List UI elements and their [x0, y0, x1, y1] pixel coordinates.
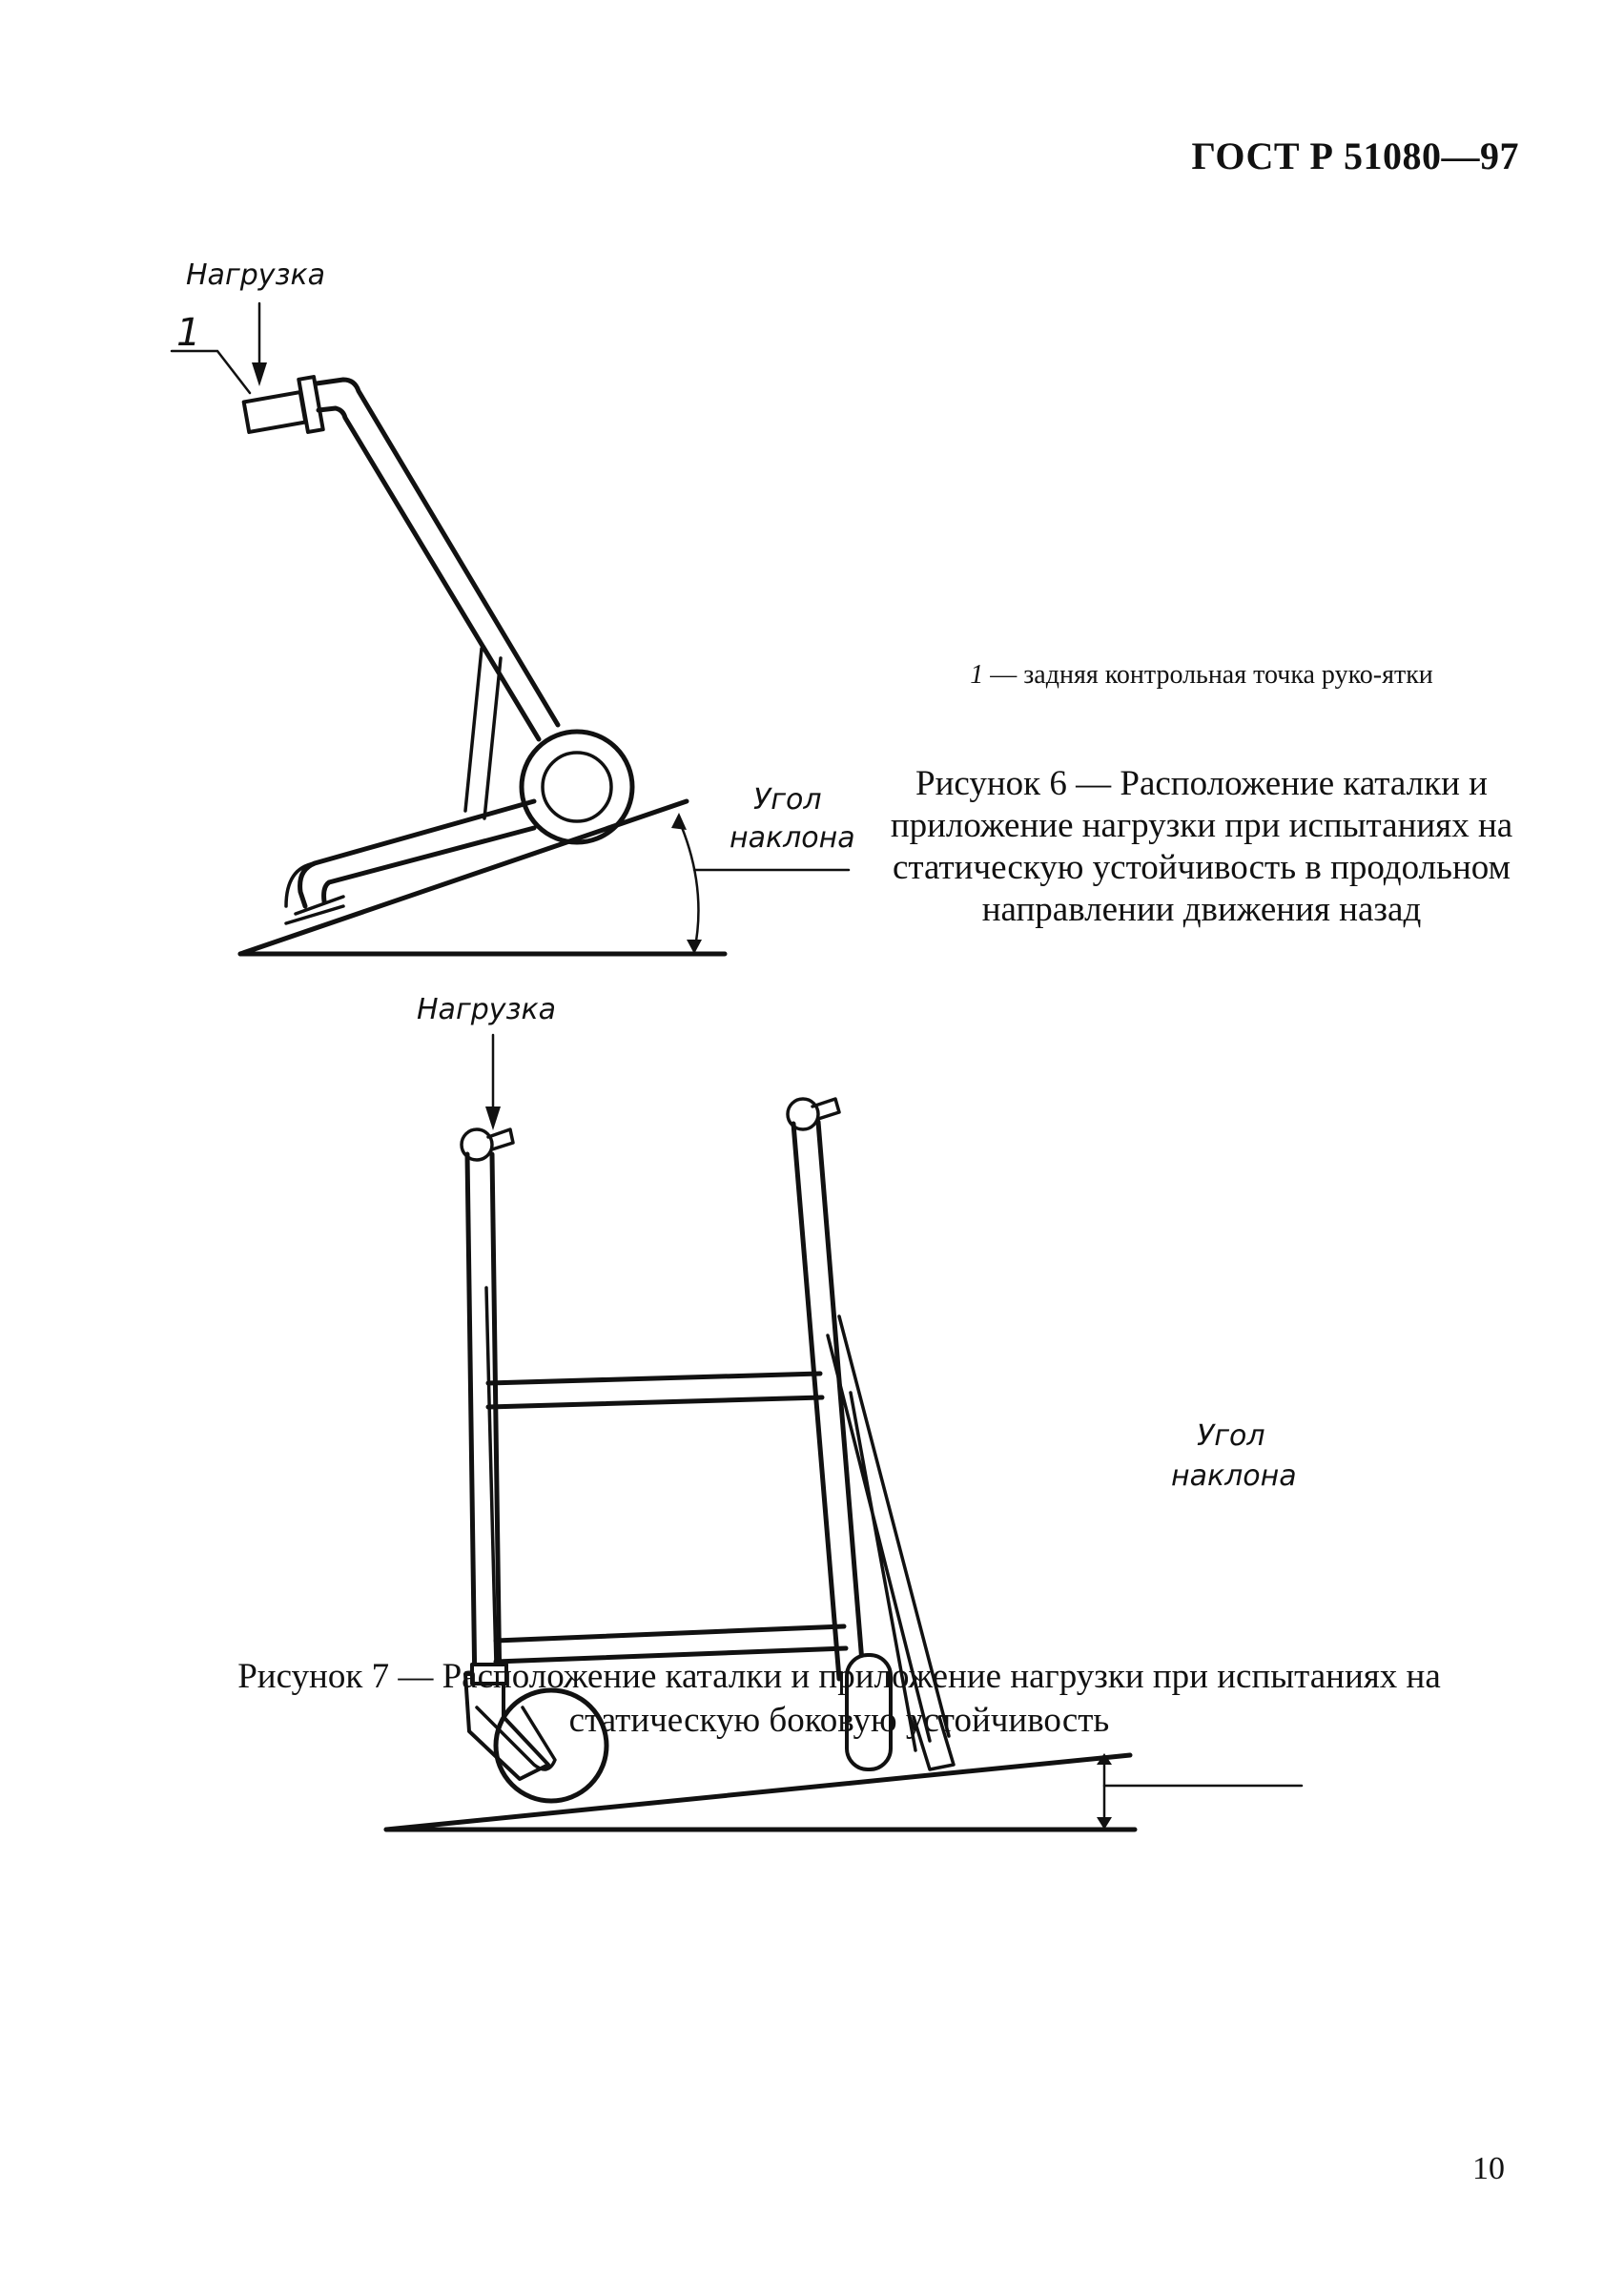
- figure-6-leader-line: [172, 351, 250, 393]
- figure-6-caption: Рисунок 6 — Расположение каталки и приложение нагрузки при испытаниях на статическую устойчивость в продольном направлении движения назад: [890, 764, 1513, 929]
- figure-6-load-label: Нагрузка: [186, 259, 325, 292]
- figure-6-legend: [868, 658, 1535, 693]
- figure-7-load-label: Нагрузка: [417, 993, 556, 1026]
- figure-7-angle-label-line2: наклона: [1171, 1459, 1297, 1493]
- figure-6-angle-arc: [679, 820, 698, 952]
- document-standard-id: ГОСТ Р 51080—97: [1191, 134, 1519, 177]
- figure-7-upper-crossbar: [488, 1374, 822, 1407]
- figure-6-drawing: [172, 259, 855, 954]
- figure-6-point-number: 1: [176, 311, 201, 355]
- figure-6-handle-grip: [244, 392, 306, 432]
- figure-6-legend-number: 1: [970, 660, 984, 690]
- figure-6-load-arrowhead: [252, 362, 267, 386]
- figure-7-caption: Рисунок 7 — Расположение каталки и приложение нагрузки при испытаниях на статическую боковую устойчивость: [237, 1657, 1441, 1740]
- figure-7-angle-label-line1: Угол: [1197, 1419, 1265, 1453]
- figure-6-angle-label-line2: наклона: [730, 821, 855, 855]
- figure-6-angle-label-line1: Угол: [753, 783, 822, 817]
- page-number: 10: [1472, 2151, 1505, 2186]
- figure-6-wheel: [522, 732, 632, 842]
- figure-7-load-arrowhead: [485, 1106, 501, 1130]
- figure-6-legend-text: — задняя контрольная точка руко-ятки: [983, 660, 1433, 690]
